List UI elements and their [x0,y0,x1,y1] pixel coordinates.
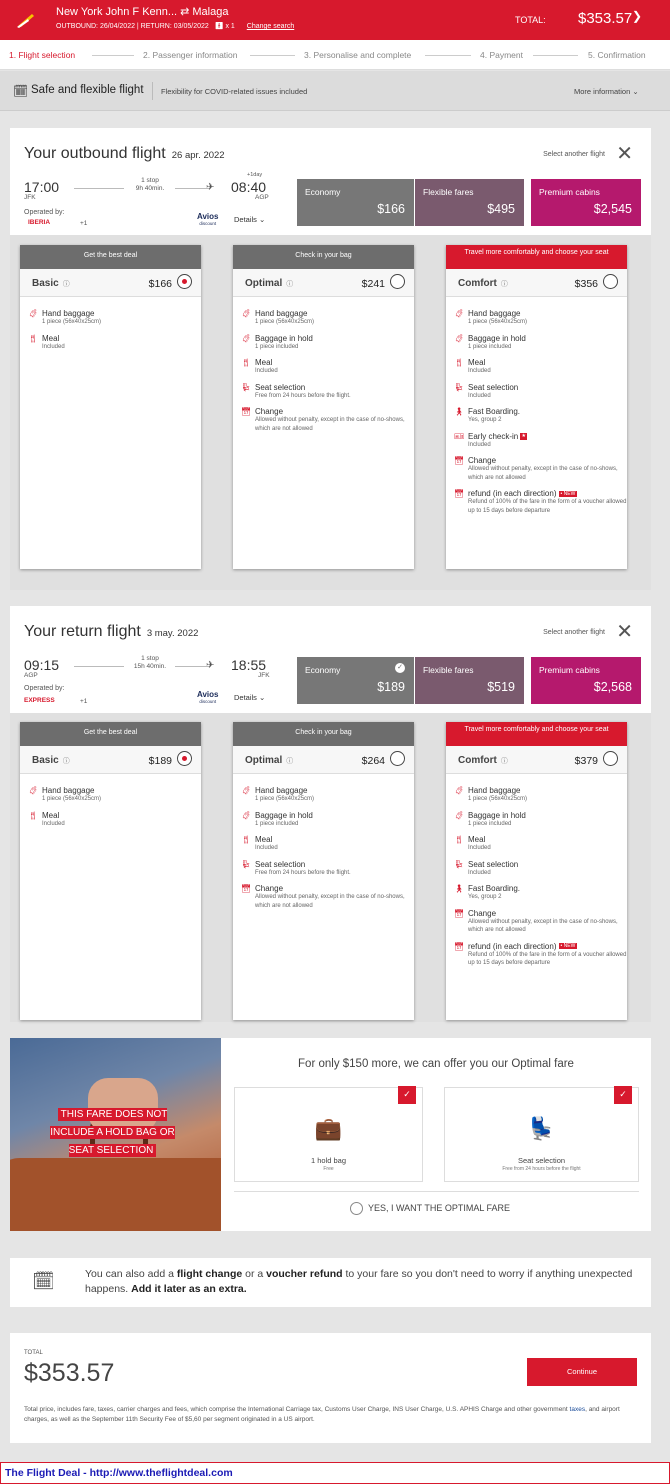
fare-name: Basic ⓘ [32,278,70,289]
feature-title: Seat selection [468,859,519,869]
feature-title: Hand baggage [468,309,521,318]
fare-card-basic[interactable] [20,722,201,1020]
step-confirmation: 5. Confirmation [588,50,646,60]
info-icon[interactable]: ⓘ [62,758,70,765]
feature-desc: Included [468,845,491,851]
fare-feature [446,811,627,829]
hand-baggage-icon: 🧳︎ [241,309,252,318]
iberia-express-logo: EXPRESS [24,697,55,704]
select-another-flight-link[interactable]: Select another flight [543,151,605,158]
feature-desc: 1 piece (56x40x25cm) [42,319,102,325]
extras-text: You can also add a flight change or a voucher refund to your fare so you don't need to worry if anything unexpected happens. Add it later as an extra. [85,1268,633,1295]
fare-options [10,235,651,590]
radio-button[interactable] [350,1202,363,1215]
feature-title: Meal [255,835,273,844]
tab-flexible-fares[interactable]: Flexible fares $495 [415,179,524,226]
fare-header: Travel more comfortably and choose your seat [446,245,627,269]
fare-feature [446,309,627,327]
feature-desc: 1 piece (56x40x25cm) [468,319,528,325]
iberia-airline-logo: IBERIA [28,219,51,226]
feature-desc: 1 piece included [255,820,299,827]
feature-title: Seat selection [255,382,306,392]
outbound-flight-card [10,128,651,590]
info-icon[interactable]: ⓘ [286,281,294,288]
progress-steps [0,40,670,70]
plane-icon: ✈︎ [206,182,215,193]
fast-boarding-icon: 🚶︎ [454,884,465,893]
fare-feature [233,334,414,352]
dates-text: OUTBOUND: 26/04/2022 | RETURN: 03/05/2022 [56,23,209,30]
feature-title: Baggage in hold [468,810,526,820]
promo-title: For only $150 more, we can offer you our Optimal fare [298,1058,574,1070]
feature-desc: Included [468,441,491,448]
fare-row[interactable] [20,746,201,774]
refund-icon: 📅︎ [454,941,465,951]
outbound-date: 26 apr. 2022 [171,150,225,161]
fare-feature [446,432,627,450]
total-label: TOTAL [24,1350,43,1356]
fare-radio[interactable] [390,274,405,289]
seat-icon: 💺︎ [241,859,252,869]
fare-feature [233,407,414,433]
fare-features [446,774,627,968]
feature-desc: Refund of 100% of the fare in the form of a voucher allowed up to 15 days before departure [468,951,627,966]
calendar-check-icon: 🗓 [13,84,29,98]
fare-header: Check in your bag [233,722,414,746]
step-payment: 4. Payment [480,50,523,60]
fare-feature [446,909,627,935]
meal-icon: 🍴︎ [454,358,465,367]
departure-airport: JFK [24,194,36,201]
tab-premium-cabins[interactable]: Premium cabins $2,545 [531,179,641,226]
tab-economy[interactable]: Economy ✓ $189 [297,657,414,704]
fare-radio[interactable] [177,274,192,289]
feature-title: refund (in each direction) [468,489,557,498]
fare-feature [446,358,627,376]
fare-header: Get the best deal [20,722,201,746]
fare-name: Comfort ⓘ [458,278,508,289]
feature-desc: Included [255,368,278,374]
fare-row[interactable] [233,746,414,774]
safe-title: Safe and flexible flight [31,84,144,96]
meal-icon: 🍴︎ [241,835,252,844]
new-badge: • NEW [560,490,576,497]
fare-card-optimal[interactable] [233,722,414,1020]
fare-features [233,774,414,910]
step-flight-selection: 1. Flight selection [9,50,76,60]
fare-feature [233,309,414,327]
fare-feature [446,884,627,902]
fare-radio[interactable] [603,751,618,766]
feature-title: Fast Boarding. [468,407,521,416]
meal-icon: 🍴︎ [28,333,39,343]
fare-radio[interactable] [390,751,405,766]
tab-flexible-fares[interactable]: Flexible fares $519 [415,657,524,704]
feature-title: Change [468,908,497,918]
check-icon: ✓ [395,663,405,673]
fare-feature [233,786,414,804]
fare-feature [446,407,627,425]
more-information-link[interactable]: More information ⌄ [574,87,639,96]
fare-feature [20,334,201,352]
fare-price: $241 [361,278,385,290]
duration: 15h 40min. [133,663,167,670]
feature-desc: Included [468,869,491,876]
return-flight-card [10,606,651,1022]
passenger-icon: 🚹︎ [214,23,224,30]
change-icon: 📅︎ [454,456,465,465]
change-search-link[interactable]: Change search [246,23,295,30]
stops: 1 stop [141,655,159,662]
promo-option-seat [444,1087,639,1182]
fare-row[interactable] [446,269,627,297]
refund-icon: 📅︎ [454,489,465,498]
price-fine-print: Total price, includes fare, taxes, carrier charges and fees, which comprise the International Carriage tax, Customs User Charge, INS User Charge, U.S. APHIS Charge and other government taxes, and airport charges, as well as the September 11th Security Fee of $5,60 per segment originated in a US airport. [24,1406,620,1423]
total-label: TOTAL: [515,15,546,25]
iberia-logo-icon [16,12,36,28]
feature-desc: Free from 24 hours before the flight. [255,869,351,876]
fare-feature [446,334,627,352]
seat-icon: 💺︎ [454,382,465,392]
fare-card-comfort[interactable] [446,722,627,1020]
fare-name: Comfort ⓘ [458,755,508,766]
feature-title: Change [255,884,284,893]
operated-by: Operated by: [24,209,65,216]
fare-name: Basic ⓘ [32,755,70,766]
chevron-down-icon: ⌄ [632,87,639,96]
fare-features [20,297,201,351]
fare-feature [233,358,414,376]
feature-desc: Refund of 100% of the fare in the form of a voucher allowed up to 15 days before departure [468,499,627,514]
new-badge: • NEW [560,943,576,950]
fare-options [10,713,651,1022]
feature-desc: Included [42,820,65,827]
fare-price: $356 [574,278,598,290]
feature-desc: 1 piece included [255,343,299,350]
extras-info [10,1258,651,1307]
feature-title: Meal [42,810,60,820]
header-total-price[interactable]: $353.57 [578,10,633,27]
feature-desc: Allowed without penalty, except in the case of no-shows, which are not allowed [255,417,405,432]
fare-price: $379 [574,755,598,767]
fare-radio[interactable] [603,274,618,289]
change-icon: 📅︎ [241,884,252,893]
avios-discount-badge: Avios discount [197,690,219,704]
tab-premium-cabins[interactable]: Premium cabins $2,568 [531,657,641,704]
fare-price: $166 [148,278,172,290]
info-icon[interactable]: ⓘ [286,758,294,765]
arrival-airport: JFK [258,672,270,679]
feature-title: Hand baggage [42,786,95,795]
info-icon[interactable]: ⓘ [500,281,508,288]
info-icon[interactable]: ⓘ [62,281,70,288]
seat-icon: 💺︎ [454,859,465,869]
fare-features [233,297,414,433]
fare-feature [446,489,627,515]
hold-baggage-icon: 🧳︎ [241,333,252,343]
feature-desc: 1 piece (56x40x25cm) [468,796,528,802]
feature-desc: Free from 24 hours before the flight. [255,392,351,399]
feature-title: Hand baggage [42,309,95,318]
promo-image-text: THIS FARE DOES NOT INCLUDE A HOLD BAG OR SEAT SELECTION [50,1109,175,1156]
fare-features [446,297,627,515]
departure-time: 17:00 [24,179,60,195]
fare-feature [233,884,414,910]
continue-button[interactable]: Continue [527,1358,637,1386]
watermark-footer [0,1462,670,1484]
feature-desc: 1 piece included [468,820,512,827]
change-icon: 📅︎ [454,908,465,918]
feature-title: Meal [42,333,60,343]
feature-desc: 1 piece (56x40x25cm) [255,319,315,325]
feature-title: Meal [468,835,486,844]
return-date: 3 may. 2022 [146,628,199,639]
fare-feature [233,835,414,853]
change-icon: 📅︎ [241,407,252,416]
feature-title: Fast Boarding. [468,884,521,893]
early-checkin-icon: 🎫︎ [454,431,465,441]
fare-feature [20,309,201,327]
check-icon: ✓ [614,1086,632,1104]
feature-title: Hand baggage [255,309,308,318]
promo-image [10,1038,221,1231]
fare-row[interactable] [233,269,414,297]
plus-day: +1day [247,172,263,178]
fare-card-basic[interactable] [20,245,201,569]
fare-features [20,774,201,828]
fare-header: Get the best deal [20,245,201,269]
fare-feature [233,860,414,878]
fare-feature [446,942,627,968]
safe-flexible-banner [0,71,670,111]
feature-desc: Included [468,368,491,374]
option-name: Seat selection [517,1156,566,1165]
total-price: $353.57 [24,1359,115,1387]
meal-icon: 🍴︎ [454,835,465,844]
operated-by: Operated by: [24,685,65,692]
fare-price: $264 [361,755,385,767]
option-desc: Free from 24 hours before the flight [502,1166,581,1172]
hand-baggage-icon: 🧳︎ [454,309,465,318]
select-another-flight-link[interactable]: Select another flight [543,629,605,636]
chevron-down-icon[interactable]: ❯ [632,9,643,23]
feature-desc: Yes, group 2 [468,417,502,423]
fare-feature [446,860,627,878]
fare-feature [233,383,414,401]
feature-title: Meal [255,358,273,367]
total-summary [10,1333,651,1443]
feature-desc: Yes, group 2 [468,894,502,900]
close-icon[interactable]: ✕ [616,621,633,643]
upsell-promo [10,1038,651,1231]
fare-feature [233,811,414,829]
feature-desc: Included [42,343,65,350]
calendar-clock-icon: 🗓 [32,1271,55,1291]
feature-desc: Allowed without penalty, except in the case of no-shows, which are not allowed [468,918,618,933]
seat-icon: 💺 [527,1116,556,1141]
duration: 9h 40min. [135,185,165,192]
arrival-airport: AGP [255,194,269,201]
feature-title: Meal [468,358,486,367]
hand-baggage-icon: 🧳︎ [28,786,39,795]
feature-desc: Included [468,392,491,399]
feature-title: Baggage in hold [255,333,313,343]
hand-baggage-icon: 🧳︎ [241,786,252,795]
return-title: Your return flight 3 may. 2022 [24,623,199,640]
feature-desc: 1 piece (56x40x25cm) [42,796,102,802]
fare-header: Check in your bag [233,245,414,269]
fare-feature [20,811,201,829]
fare-feature [20,786,201,804]
feature-title: Seat selection [468,382,519,392]
tab-economy[interactable]: Economy $166 [297,179,414,226]
feature-title: Change [468,456,497,465]
feature-desc: Included [255,845,278,851]
route-title: New York John F Kenn... ⇄ Malaga [56,6,229,18]
fare-name: Optimal ⓘ [245,278,294,289]
hold-baggage-icon: 🧳︎ [241,810,252,820]
fare-feature [446,835,627,853]
close-icon[interactable]: ✕ [616,143,633,165]
feature-desc: Allowed without penalty, except in the case of no-shows, which are not allowed [468,466,618,481]
info-icon[interactable]: ⓘ [500,758,508,765]
seat-icon: 💺︎ [241,382,252,392]
taxes-link[interactable]: taxes [569,1406,586,1413]
step-passenger-information: 2. Passenger information [143,50,238,60]
fare-radio[interactable] [177,751,192,766]
stops: 1 stop [141,177,159,184]
fare-card-comfort[interactable] [446,245,627,569]
option-desc: Free [323,1166,334,1172]
feature-title: Hand baggage [468,786,521,795]
check-icon: ✓ [398,1086,416,1104]
hand-baggage-icon: 🧳︎ [28,309,39,318]
optimal-fare-radio[interactable]: YES, I WANT THE OPTIMAL FARE [350,1202,510,1215]
fare-price: $189 [148,755,172,767]
fare-feature [446,383,627,401]
feature-title: Seat selection [255,859,306,869]
top-bar [0,0,670,40]
plane-icon: ✈︎ [206,660,215,671]
feature-title: refund (in each direction) [468,941,557,951]
hold-baggage-icon: 🧳︎ [454,333,465,343]
arrival-time: 18:55 [231,657,267,673]
feature-title: Change [255,407,284,416]
details-toggle[interactable]: Details ⌄ [234,215,266,224]
meal-icon: 🍴︎ [28,810,39,820]
fare-feature [446,786,627,804]
plus-airlines: +1 [80,220,88,227]
footer-text: The Flight Deal - http://www.theflightdeal.com [5,1467,233,1479]
promo-option-hold-bag [234,1087,423,1182]
outbound-title: Your outbound flight 26 apr. 2022 [24,145,225,162]
details-toggle[interactable]: Details ⌄ [234,693,266,702]
arrival-time: 08:40 [231,179,267,195]
meal-icon: 🍴︎ [241,358,252,367]
plus-airlines: +1 [80,698,88,705]
feature-title: Early check-in [468,431,519,441]
new-icon: ★ [521,432,526,439]
feature-desc: 1 piece (56x40x25cm) [255,796,315,802]
feature-desc: Allowed without penalty, except in the case of no-shows, which are not allowed [255,894,405,909]
fare-header: Travel more comfortably and choose your seat [446,722,627,746]
avios-discount-badge: Avios discount [197,212,219,226]
fare-card-optimal[interactable] [233,245,414,569]
fare-name: Optimal ⓘ [245,755,294,766]
trip-dates [56,22,294,30]
fare-row[interactable] [446,746,627,774]
safe-description: Flexibility for COVID-related issues included [161,87,308,96]
feature-title: Baggage in hold [468,333,526,343]
fare-feature [446,456,627,482]
suitcase-icon: 💼 [314,1116,343,1141]
departure-airport: AGP [24,672,38,679]
passenger-count: x 1 [225,23,235,30]
fare-row[interactable] [20,269,201,297]
feature-desc: 1 piece included [468,343,512,350]
step-personalise: 3. Personalise and complete [304,50,412,60]
option-name: 1 hold bag [310,1156,347,1165]
hand-baggage-icon: 🧳︎ [454,786,465,795]
feature-title: Hand baggage [255,786,308,795]
feature-title: Baggage in hold [255,810,313,820]
hold-baggage-icon: 🧳︎ [454,810,465,820]
departure-time: 09:15 [24,657,60,673]
fast-boarding-icon: 🚶︎ [454,407,465,416]
